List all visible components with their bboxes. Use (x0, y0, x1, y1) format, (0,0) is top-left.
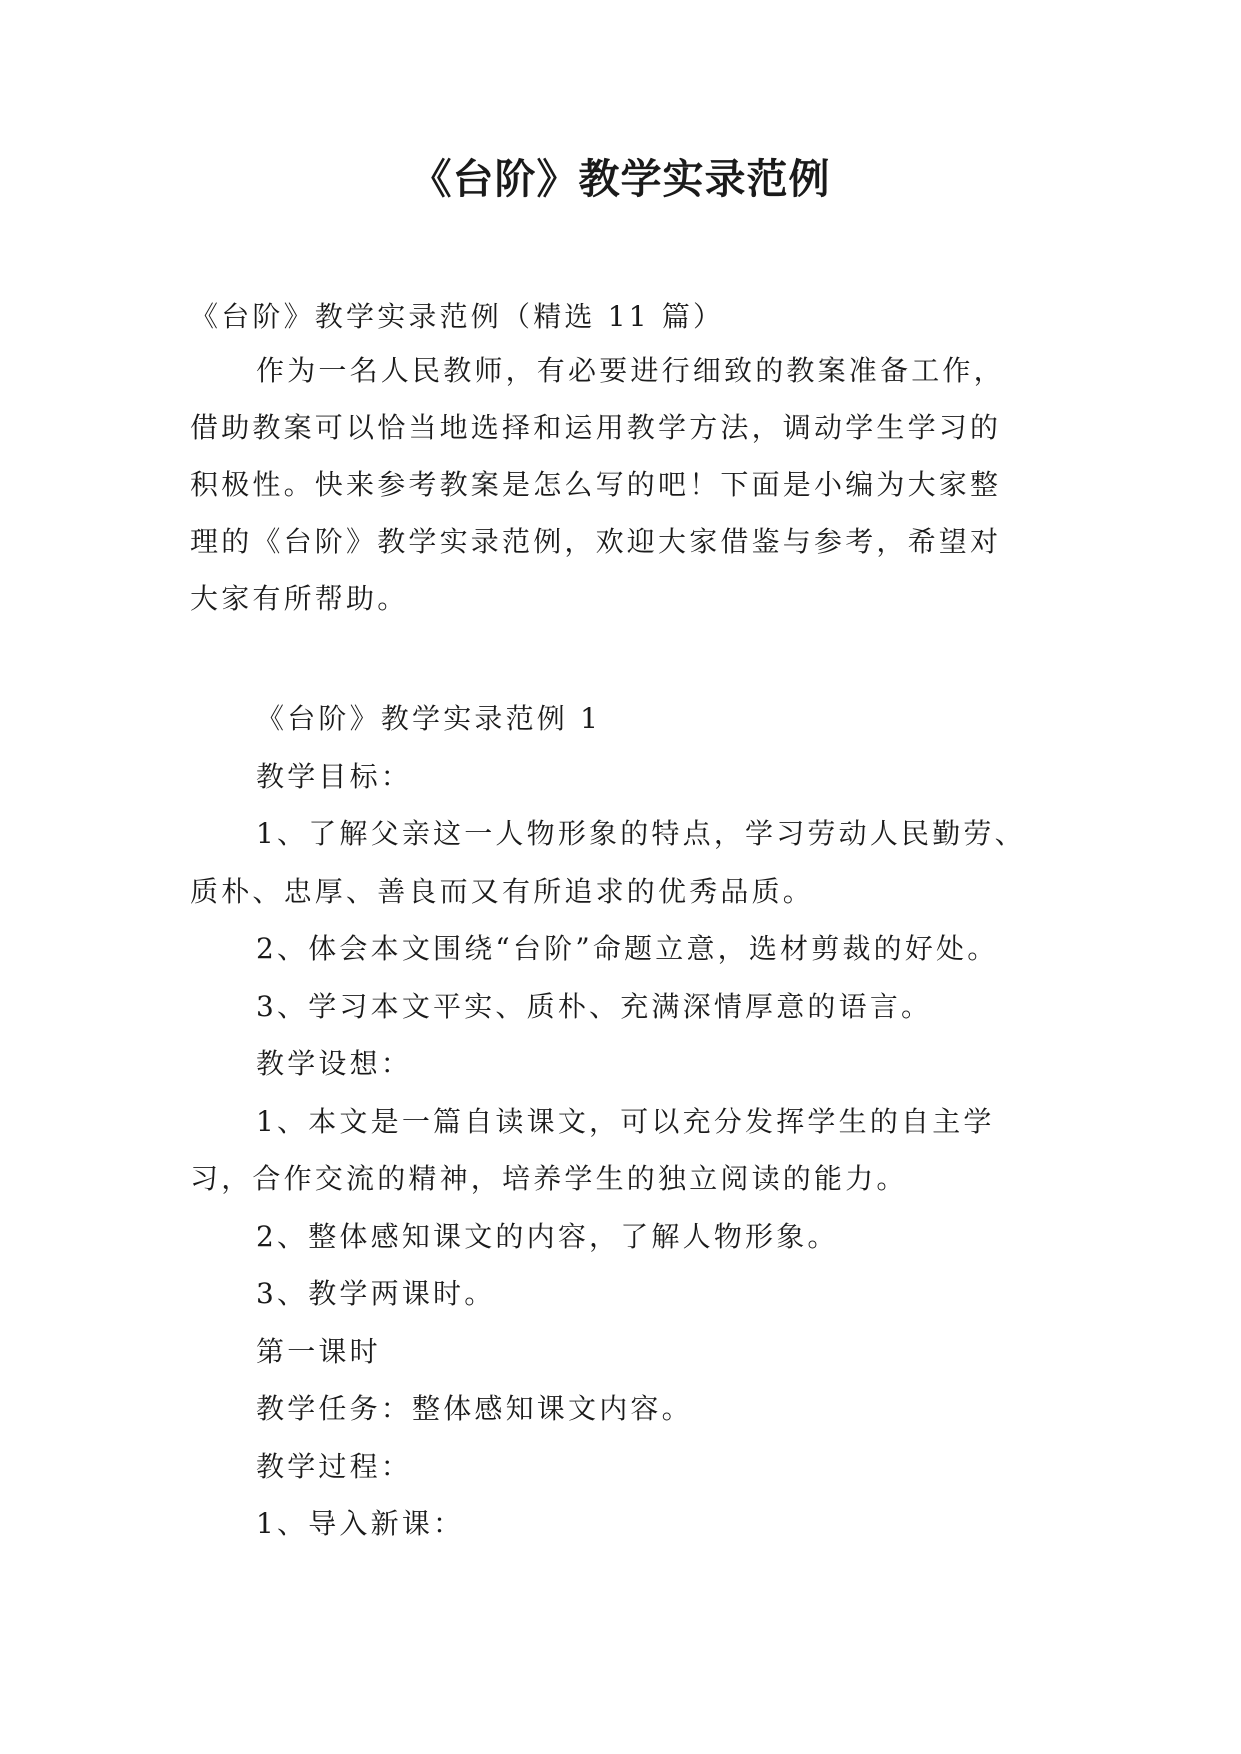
section-heading: 《台阶》教学实录范例 1 (256, 702, 602, 735)
document-title: 《台阶》教学实录范例 (410, 155, 831, 203)
paragraph-line: 2、体会本文围绕“台阶”命题立意，选材剪裁的好处。 (256, 932, 999, 965)
paragraph-line: 教学设想： (256, 1047, 413, 1080)
paragraph-line: 质朴、忠厚、善良而又有所追求的优秀品质。 (190, 875, 815, 908)
paragraph-line: 教学任务：整体感知课文内容。 (256, 1392, 693, 1425)
paragraph-line: 3、教学两课时。 (256, 1277, 496, 1310)
paragraph-line: 教学过程： (256, 1450, 413, 1483)
intro-line: 理的《台阶》教学实录范例，欢迎大家借鉴与参考，希望对 (190, 525, 1002, 558)
paragraph-line: 1、本文是一篇自读课文，可以充分发挥学生的自主学 (256, 1105, 995, 1138)
subtitle-line: 《台阶》教学实录范例（精选 11 篇） (190, 300, 725, 333)
paragraph-line: 1、了解父亲这一人物形象的特点，学习劳动人民勤劳、 (256, 817, 1026, 850)
intro-line: 作为一名人民教师，有必要进行细致的教案准备工作， (256, 354, 1005, 387)
intro-line: 借助教案可以恰当地选择和运用教学方法，调动学生学习的 (190, 411, 1002, 444)
paragraph-line: 3、学习本文平实、质朴、充满深情厚意的语言。 (256, 990, 933, 1023)
paragraph-line: 1、导入新课： (256, 1507, 465, 1540)
paragraph-line: 2、整体感知课文的内容，了解人物形象。 (256, 1220, 839, 1253)
paragraph-line: 习，合作交流的精神，培养学生的独立阅读的能力。 (190, 1162, 908, 1195)
intro-line: 大家有所帮助。 (190, 582, 409, 615)
paragraph-line: 第一课时 (256, 1335, 381, 1368)
paragraph-line: 教学目标： (256, 760, 413, 793)
intro-line: 积极性。快来参考教案是怎么写的吧！下面是小编为大家整 (190, 468, 1002, 501)
